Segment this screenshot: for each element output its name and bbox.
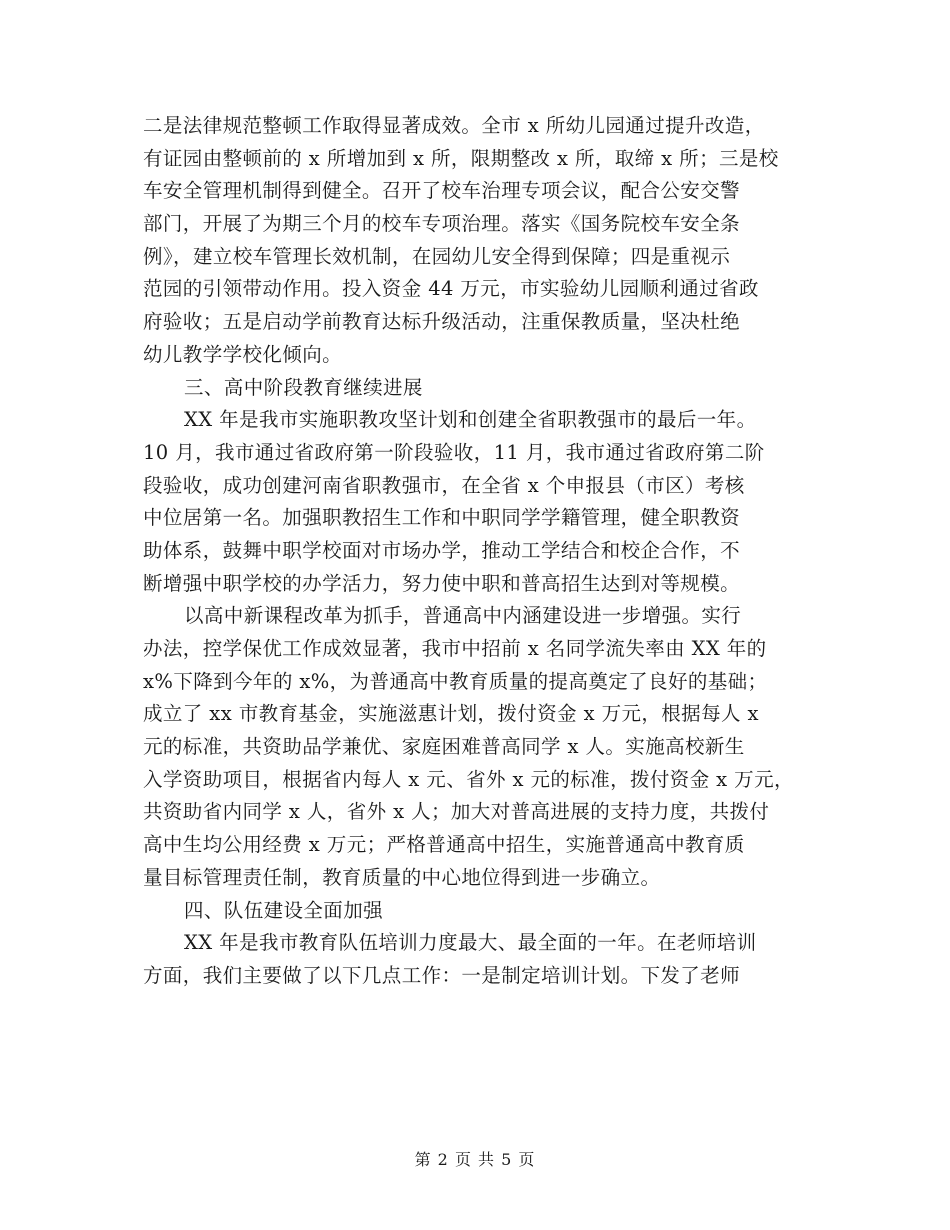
text-line: 范园的引领带动作用。投入资金 44 万元，市实验幼儿园顺利通过省政 [143, 277, 759, 301]
text-line: 段验收，成功创建河南省职教强市，在全省 x 个申报县（市区）考核 [143, 473, 745, 497]
text-line: 车安全管理机制得到健全。召开了校车治理专项会议，配合公安交警 [143, 179, 741, 203]
text-line: 幼儿教学学校化倾向。 [143, 342, 343, 366]
text-line: 府验收；五是启动学前教育达标升级活动，注重保教质量，坚决杜绝 [143, 310, 741, 334]
text-line: 共资助省内同学 x 人，省外 x 人；加大对普高进展的支持力度，共拨付 [143, 800, 770, 824]
section-heading: 三、高中阶段教育继续进展 [184, 375, 423, 399]
text-line: 方面，我们主要做了以下几点工作：一是制定培训计划。下发了老师 [143, 963, 741, 987]
paragraph-first-line: XX 年是我市教育队伍培训力度最大、最全面的一年。在老师培训 [184, 931, 757, 955]
text-line: 二是法律规范整顿工作取得显著成效。全市 x 所幼儿园通过提升改造， [143, 114, 765, 137]
text-line: 高中生均公用经费 x 万元；严格普通高中招生，实施普通高中教育质 [143, 833, 745, 857]
text-line: 断增强中职学校的办学活力，努力使中职和普高招生达到对等规模。 [143, 571, 741, 595]
text-line: 例》，建立校车管理长效机制，在园幼儿安全得到保障；四是重视示 [143, 244, 731, 268]
page-number: 第 2 页 共 5 页 [414, 1150, 536, 1169]
text-line: x%下降到今年的 x%，为普通高中教育质量的提高奠定了良好的基础； [143, 669, 768, 693]
paragraph-first-line: 以高中新课程改革为抓手，普通高中内涵建设进一步增强。实行 [184, 604, 742, 628]
section-heading: 四、队伍建设全面加强 [184, 898, 384, 922]
paragraph-first-line: XX 年是我市实施职教攻坚计划和创建全省职教强市的最后一年。 [184, 408, 757, 432]
text-line: 有证园由整顿前的 x 所增加到 x 所，限期整改 x 所，取缔 x 所；三是校 [143, 146, 779, 170]
text-line: 成立了 xx 市教育基金，实施滋惠计划，拨付资金 x 万元，根据每人 x [143, 702, 759, 726]
text-line: 中位居第一名。加强职教招生工作和中职同学学籍管理，健全职教资 [143, 506, 741, 530]
text-line: 入学资助项目，根据省内每人 x 元、省外 x 元的标准，拨付资金 x 万元， [143, 767, 794, 791]
text-line: 助体系，鼓舞中职学校面对市场办学，推动工学结合和校企合作，不 [143, 538, 741, 562]
text-line: 部门，开展了为期三个月的校车专项治理。落实《国务院校车安全条 [143, 212, 741, 236]
text-line: 量目标管理责任制，教育质量的中心地位得到进一步确立。 [143, 865, 661, 889]
text-line: 元的标准，共资助品学兼优、家庭困难普高同学 x 人。实施高校新生 [143, 735, 745, 759]
text-line: 办法，控学保优工作成效显著，我市中招前 x 名同学流失率由 XX 年的 [143, 637, 767, 660]
text-line: 10 月，我市通过省政府第一阶段验收，11 月，我市通过省政府第二阶 [143, 440, 765, 464]
body-text [143, 110, 823, 993]
